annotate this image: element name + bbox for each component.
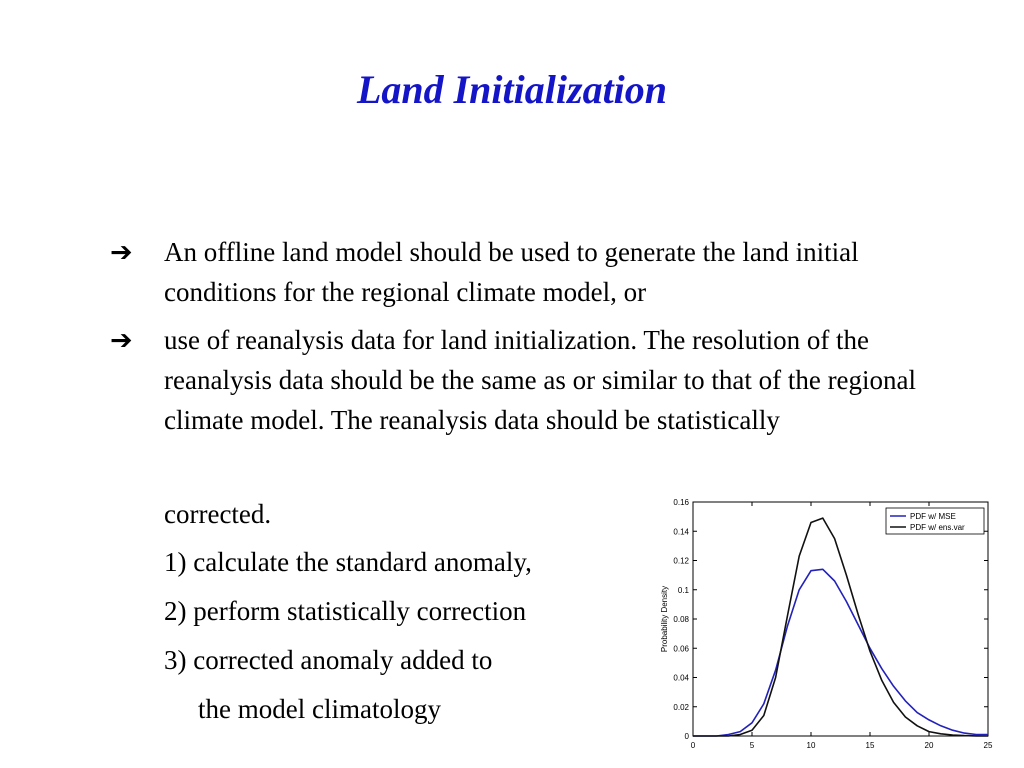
plot-frame (693, 502, 988, 736)
y-tick-label: 0.04 (673, 673, 689, 683)
y-tick-label: 0 (684, 732, 689, 741)
y-tick-label: 0.16 (673, 498, 689, 507)
y-tick-label: 0.02 (673, 702, 689, 712)
y-tick-label: 0.08 (673, 615, 689, 624)
x-tick-label: 20 (924, 741, 934, 750)
y-axis-label: Probability Density (660, 585, 669, 653)
y-tick-label: 0.06 (673, 644, 689, 654)
slide-title: Land Initialization (356, 67, 668, 112)
y-tick-label: 0.14 (673, 527, 689, 537)
bullet-text: use of reanalysis data for land initialization. The resolution of the reanalysis data should be the same as or similar to that of the regional climate model. The reanalysis data should be statistically (164, 325, 917, 435)
arrow-bullet-icon: ➔ (110, 325, 133, 355)
step-item: 2) perform statistically correction (164, 596, 527, 626)
x-tick-label: 10 (806, 741, 816, 750)
x-tick-label: 15 (865, 741, 875, 750)
x-tick-label: 25 (983, 741, 993, 750)
bullet-text: An offline land model should be used to generate the land initial conditions for the regional climate model, or (164, 237, 859, 307)
x-tick-label: 5 (749, 741, 755, 750)
probability-density-chart (655, 494, 1000, 756)
legend-label: PDF w/ MSE (910, 512, 956, 521)
step-item: the model climatology (198, 694, 441, 724)
x-tick-label: 0 (690, 741, 696, 750)
y-tick-label: 0.12 (673, 556, 689, 566)
step-item: 3) corrected anomaly added to (164, 645, 493, 675)
legend-label: PDF w/ ens.var (910, 523, 965, 532)
step-item: 1) calculate the standard anomaly, (164, 547, 532, 577)
continuation-text: corrected. (164, 499, 272, 529)
arrow-bullet-icon: ➔ (110, 237, 133, 267)
y-tick-label: 0.1 (677, 585, 689, 595)
